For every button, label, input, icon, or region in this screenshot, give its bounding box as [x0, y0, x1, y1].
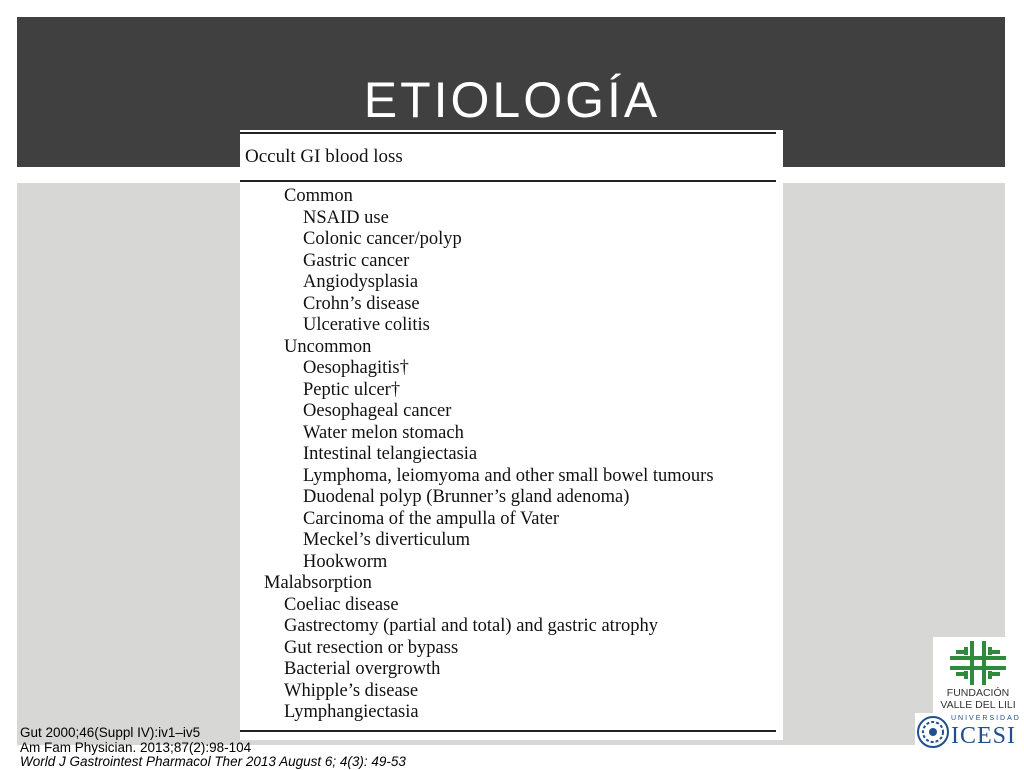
table-entry: NSAID use — [303, 207, 389, 228]
table-entry: Oesophagitis† — [303, 358, 409, 378]
table-entry: Malabsorption — [264, 573, 372, 593]
table-entry: Whipple’s disease — [284, 680, 419, 701]
reference-line: Gut 2000;46(Suppl IV):iv1–iv5 — [20, 725, 201, 740]
fvl-logo-text-line1: FUNDACIÓN — [946, 687, 1010, 699]
table-entry: Peptic ulcer† — [303, 379, 401, 400]
table-entry: Coeliac disease — [284, 594, 399, 615]
reference-line: World J Gastrointest Pharmacol Ther 2013 August 6; 4(3): 49-53 — [20, 754, 406, 769]
table-entry: Water melon stomach — [303, 422, 464, 443]
icesi-logo-big-text: ICESI — [951, 723, 1016, 749]
table-entry: Ulcerative colitis — [303, 315, 430, 335]
table-entry: Colonic cancer/polyp — [303, 229, 462, 249]
slide-title: ETIOLOGÍA — [363, 72, 661, 128]
table-entry: Angiodysplasia — [303, 272, 419, 292]
table-entries-list — [240, 186, 783, 724]
table-entry: Bacterial overgrowth — [284, 659, 441, 679]
table-heading: Occult GI blood loss — [245, 146, 403, 167]
fvl-cross-icon — [950, 641, 1006, 685]
table-entry: Gastrectomy (partial and total) and gastric atrophy — [284, 616, 658, 636]
universidad-icesi-logo — [915, 713, 1024, 753]
table-heading-rule — [240, 180, 776, 182]
etiology-table-image — [240, 130, 783, 740]
references-block — [20, 726, 720, 770]
table-entry: Oesophageal cancer — [303, 401, 452, 421]
table-entry: Common — [284, 186, 353, 206]
table-entry: Lymphoma, leiomyoma and other small bowel tumours — [303, 465, 714, 486]
table-entry: Meckel’s diverticulum — [303, 530, 470, 550]
table-top-rule — [240, 132, 776, 134]
icesi-seal-icon — [917, 716, 949, 748]
table-entry: Intestinal telangiectasia — [303, 444, 478, 464]
fundacion-valle-del-lili-logo — [933, 637, 1023, 713]
table-entry: Duodenal polyp (Brunner’s gland adenoma) — [303, 487, 630, 507]
icesi-logo-small-text: UNIVERSIDAD — [951, 715, 1021, 722]
table-entry: Carcinoma of the ampulla of Vater — [303, 508, 560, 529]
table-entry: Gastric cancer — [303, 250, 410, 271]
table-entry: Hookworm — [303, 551, 388, 572]
table-entry: Uncommon — [284, 336, 372, 357]
fvl-logo-text-line2: VALLE DEL LILI — [940, 699, 1016, 711]
reference-line: Am Fam Physician. 2013;87(2):98-104 — [20, 739, 252, 755]
table-entry: Lymphangiectasia — [284, 702, 419, 722]
table-entry: Crohn’s disease — [303, 293, 420, 314]
table-entry: Gut resection or bypass — [284, 637, 459, 658]
